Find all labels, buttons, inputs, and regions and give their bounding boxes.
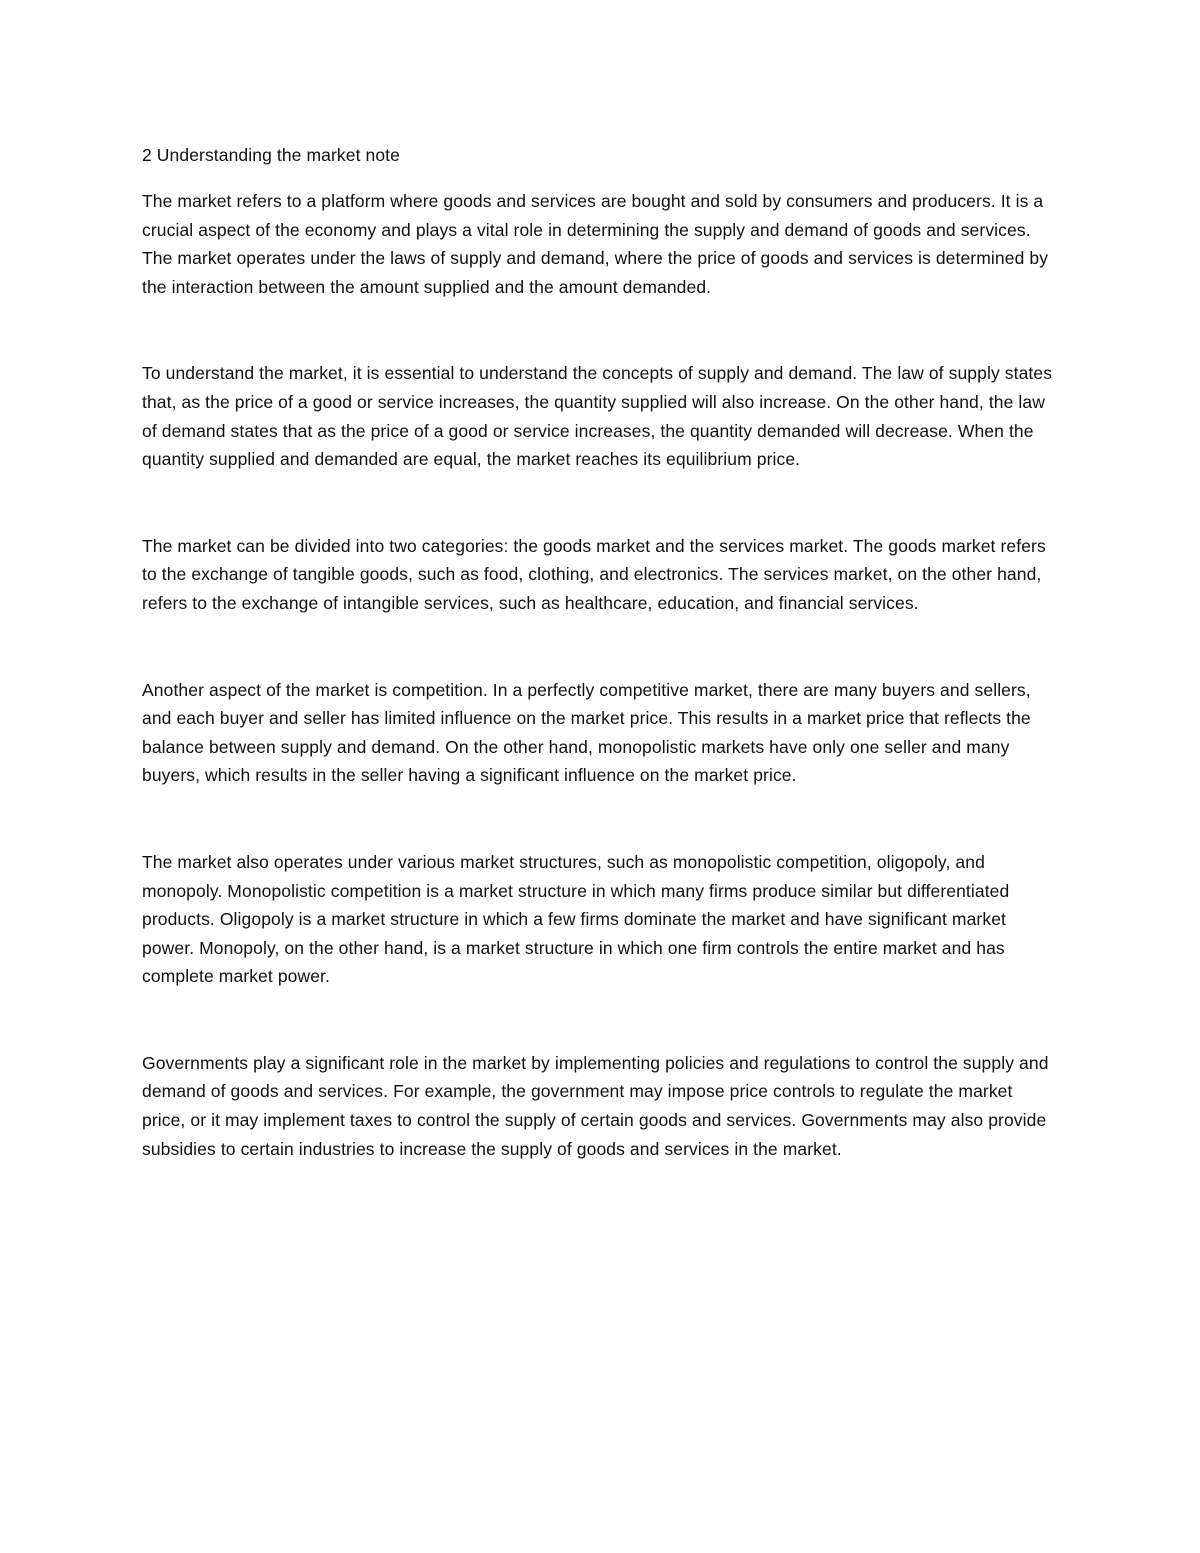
paragraph-market-structures: The market also operates under various market structures, such as monopolistic competition, oligopoly, and monopoly. Monopolistic competition is a market structure in which many firms produce similar but differentiated products. Oligopoly is a market structure in which a few firms dominate the market and have significant market power. Monopoly, on the other hand, is a market structure in which one firm controls the entire market and has complete market power. [142,851,1010,987]
paragraph-supply-demand: To understand the market, it is essential to understand the concepts of supply and demand. The law of supply states that, as the price of a good or service increases, the quantity supplied will also increase. On the other hand, the law of demand states that as the price of a good or service increases, the quantity demanded will decrease. When the quantity supplied and demanded are equal, the market reaches its equilibrium price. [142,363,1053,470]
paragraph-government-role: Governments play a significant role in the market by implementing policies and regulations to control the supply and demand of goods and services. For example, the government may impose price controls to regulate the market price, or it may implement taxes to control the supply of certain goods and services. Governments may also provide subsidies to certain industries to increase the supply of goods and services in the market. [142,1052,1049,1159]
paragraph-competition: Another aspect of the market is competition. In a perfectly competitive market, there are many buyers and sellers, and each buyer and seller has limited influence on the market price. This results in a market price that reflects the balance between supply and demand. On the other hand, monopolistic markets have only one seller and many buyers, which results in the seller having a significant influence on the market price. [142,679,1031,786]
document-body [142,141,1057,1163]
paragraph-market-categories: The market can be divided into two categories: the goods market and the services market. The goods market refers to the exchange of tangible goods, such as food, clothing, and electronics. The services market, on the other hand, refers to the exchange of intangible services, such as healthcare, education, and financial services. [142,535,1046,613]
paragraph-market-definition: The market refers to a platform where goods and services are bought and sold by consumers and producers. It is a crucial aspect of the economy and plays a vital role in determining the supply and demand of goods and services. The market operates under the laws of supply and demand, where the price of goods and services is determined by the interaction between the amount supplied and the amount demanded. [142,191,1049,297]
document-title: 2 Understanding the market note [142,145,400,165]
